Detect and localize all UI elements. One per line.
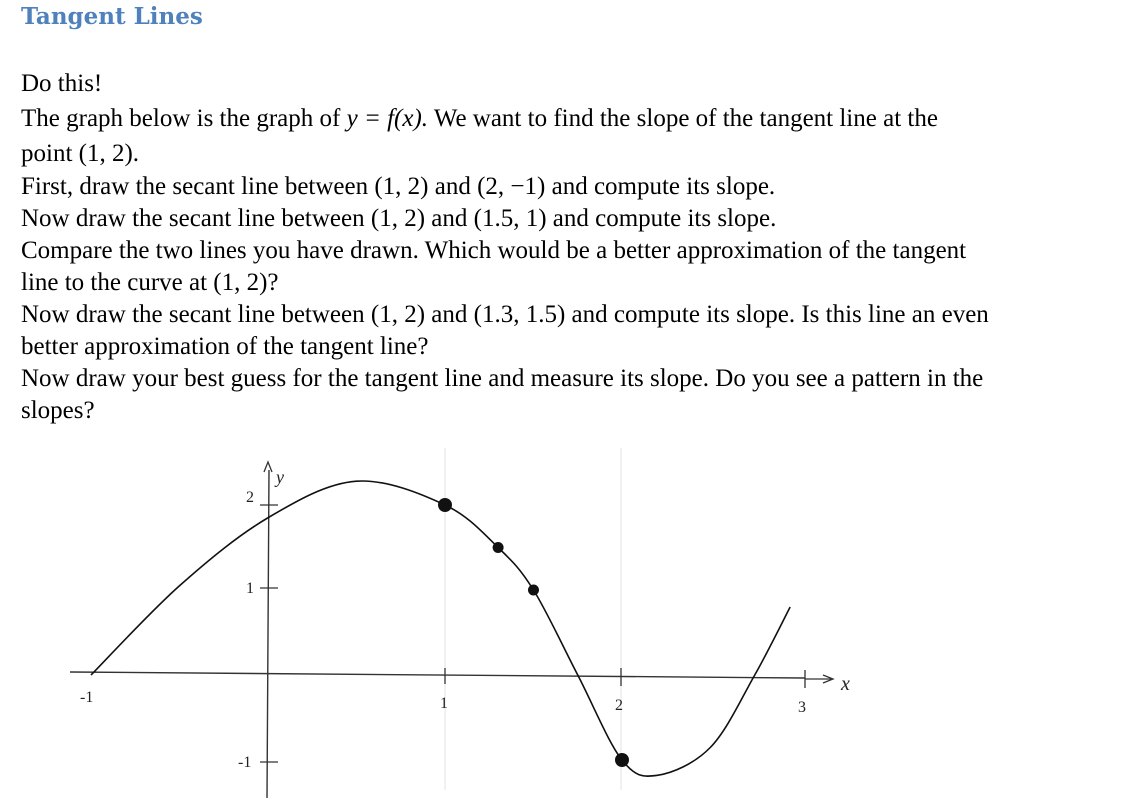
y-axis-label: y (276, 467, 284, 487)
step3-line2: line to the curve at (1, 2)? (21, 269, 279, 296)
y-tick-label-2: 2 (246, 489, 254, 506)
para1-before: The graph below is the graph of (21, 105, 341, 132)
tick-labels (80, 467, 850, 771)
y-tick-label-neg1: -1 (238, 754, 252, 771)
x-tick-label-2: 2 (615, 697, 623, 714)
function-curve (91, 481, 790, 776)
x-tick-label-3: 3 (798, 699, 806, 716)
para1-line2: point (1, 2). (21, 140, 140, 167)
step4-line2: better approximation of the tangent line? (21, 333, 429, 360)
marked-point-1 (438, 498, 452, 512)
y-tick-label-1: 1 (246, 580, 254, 597)
step5-line1: Now draw your best guess for the tangent line and measure its slope. Do you see a pattern in the (21, 365, 984, 392)
y-axis (267, 470, 269, 798)
marked-point-3 (528, 585, 539, 596)
y-axis-arrow-icon (264, 462, 272, 472)
page-title: Tangent Lines (21, 3, 203, 30)
grid-and-axes (70, 448, 833, 798)
para1-after: We want to find the slope of the tangent line at the (433, 105, 938, 132)
step1-text: First, draw the secant line between (1, 2) and (2, −1) and compute its slope. (21, 173, 776, 200)
step3-line1: Compare the two lines you have drawn. Which would be a better approximation of the tangent (21, 237, 967, 264)
marked-point-2 (493, 542, 504, 553)
x-tick-label-neg1: -1 (80, 689, 94, 706)
step2-text: Now draw the secant line between (1, 2) and (1.5, 1) and compute its slope. (21, 205, 777, 232)
x-axis-label: x (841, 673, 850, 695)
marked-points (438, 498, 629, 767)
marked-point-4 (615, 753, 629, 767)
x-tick-label-1: 1 (440, 695, 448, 712)
formula-y-equals-f-of-x: y = f(x). (346, 105, 429, 132)
step5-line2: slopes? (21, 397, 95, 424)
intro-text: Do this! (21, 70, 103, 97)
x-axis (70, 672, 805, 678)
step4-line1: Now draw the secant line between (1, 2) and (1.3, 1.5) and compute its slope. Is this line an even (21, 301, 989, 328)
